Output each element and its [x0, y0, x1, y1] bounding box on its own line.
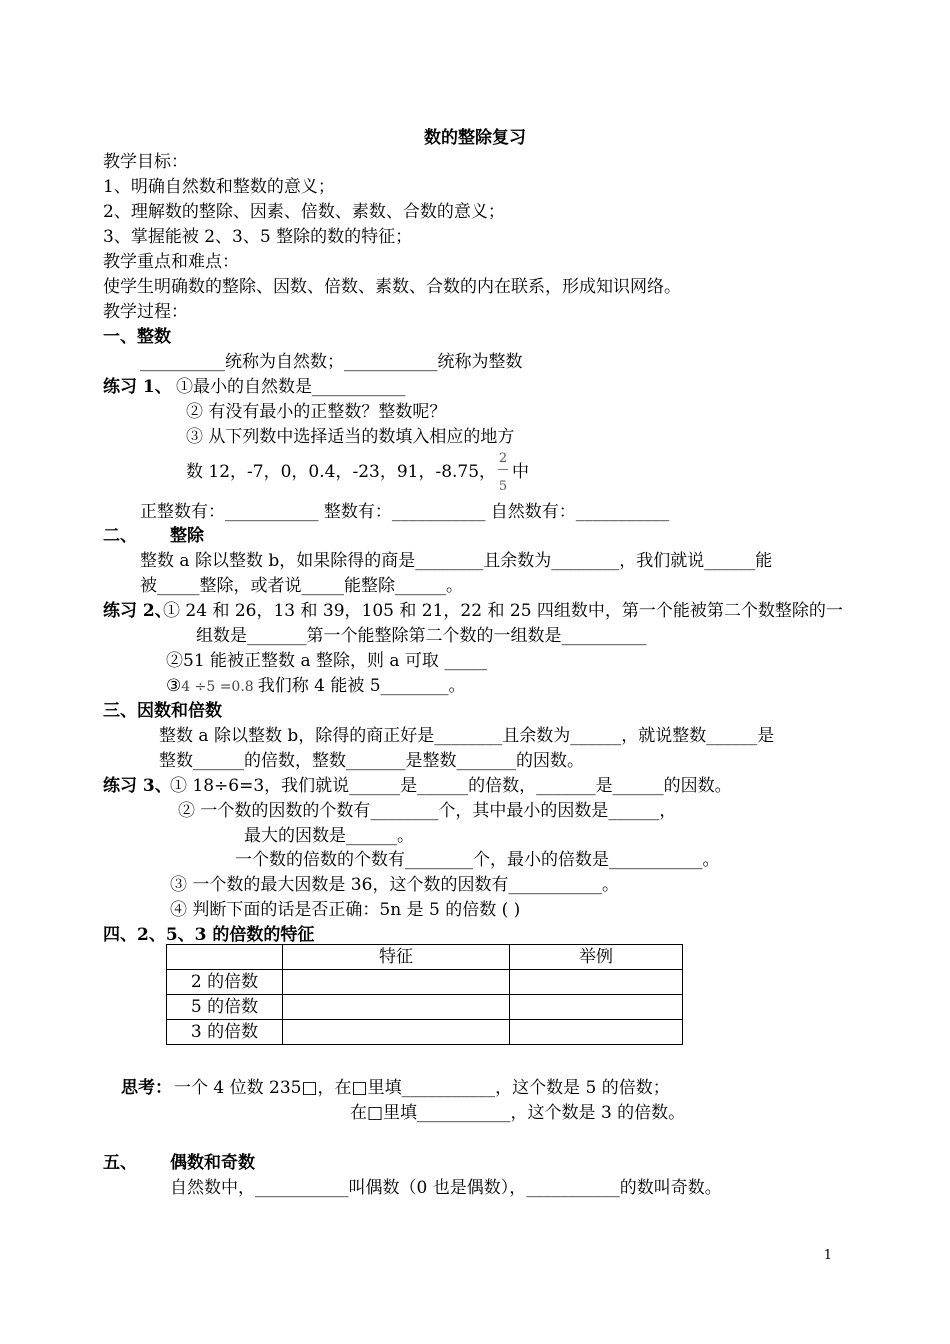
factor-definition-1: 整数 a 除以整数 b，除得的商正好是________且余数为______，就说整数______是 [159, 726, 775, 746]
exercise-3-item-2-cont: 最大的因数是______。 [244, 826, 414, 846]
exercise-3-item-2: ② 一个数的因数的个数有________个，其中最小的因数是______， [178, 801, 677, 821]
think-label: 思考： [121, 1078, 172, 1098]
key-points-text: 使学生明确数的整除、因数、倍数、素数、合数的内在联系，形成知识网络。 [103, 277, 681, 297]
number-list-suffix: 中 [512, 462, 529, 482]
table-cell [510, 970, 683, 995]
key-points-heading: 教学重点和难点： [103, 252, 239, 272]
section-3-heading: 三、因数和倍数 [103, 701, 222, 721]
table-header-cell [167, 945, 283, 970]
table-cell [510, 995, 683, 1020]
exercise-1-item-3: ③ 从下列数中选择适当的数填入相应的地方 [186, 427, 515, 447]
page-number: 1 [823, 1248, 832, 1263]
section-2-heading: 整除 [170, 526, 204, 546]
number-list: 数 12，-7，0，0.4，-23，91，-8.75， [186, 462, 497, 482]
section-1-definition: __________统称为自然数；___________统称为整数 [140, 352, 523, 372]
objectives-heading: 教学目标： [103, 152, 188, 172]
section-5-number: 五、 [103, 1153, 137, 1173]
exercise-1-item-2: ② 有没有最小的正整数？整数呢？ [186, 402, 447, 422]
table-cell [283, 1020, 510, 1045]
table-cell: 2 的倍数 [167, 970, 283, 995]
section-2-number: 二、 [103, 526, 137, 546]
section-1-heading: 一、整数 [103, 327, 171, 347]
objective-2: 2、理解数的整除、因素、倍数、素数、合数的意义； [103, 202, 505, 222]
section-5-heading: 偶数和奇数 [170, 1153, 255, 1173]
exercise-3-item-4: ④ 判断下面的话是否正确：5n 是 5 的倍数 ( ) [170, 900, 521, 920]
multiples-feature-table [166, 944, 683, 1045]
fraction-numerator: 2 [498, 451, 508, 466]
exercise-3-item-1: ① 18÷6=3，我们就说______是______的倍数，_______是______的因数。 [170, 776, 732, 796]
table-header-cell: 特征 [283, 945, 510, 970]
objective-3: 3、掌握能被 2、3、5 整除的数的特征； [103, 227, 413, 247]
factor-definition-2: 整数______的倍数，整数_______是整数_______的因数。 [159, 751, 584, 771]
exercise-3-label: 练习 3、 [103, 776, 172, 796]
table-header-cell: 举例 [510, 945, 683, 970]
exercise-2-item-2: ②51 能被正整数 a 整除，则 a 可取 _____ [166, 651, 487, 671]
table-cell [283, 995, 510, 1020]
exercise-3-item-3: ③ 一个数的最大因数是 36，这个数的因数有___________。 [170, 875, 619, 895]
table-row [167, 995, 683, 1020]
exercise-2-item-3 [166, 676, 466, 697]
exercise-2-item-1-cont: 组数是_______第一个能整除第二个数的一组数是__________ [196, 626, 647, 646]
math-expression: 4 ÷5 =0.8 [181, 679, 254, 695]
fraction-bar [498, 469, 508, 470]
exercise-2-item-3-marker: ③ [166, 676, 182, 696]
exercise-1-item-1: ①最小的自然数是___________ [176, 377, 406, 397]
number-categories: 正整数有：___________ 整数有：___________ 自然数有：___________ [140, 502, 670, 522]
section-4-heading: 四、2、5、3 的倍数的特征 [103, 925, 315, 945]
exercise-2-item-1: ① 24 和 26，13 和 39，105 和 21，22 和 25 四组数中，第一个能被第二个数整除的一 [163, 601, 843, 621]
exercise-2-label: 练习 2、 [103, 601, 172, 621]
fraction-denominator: 5 [498, 479, 508, 494]
think-question-2: 在□里填___________，这个数是 3 的倍数。 [350, 1103, 686, 1123]
page-title: 数的整除复习 [424, 128, 526, 148]
divisibility-definition-2: 被_____整除，或者说_____能整除______。 [140, 576, 463, 596]
divisibility-definition-1: 整数 a 除以整数 b，如果除得的商是________且余数为________，我们就说______能 [140, 551, 773, 571]
process-heading: 教学过程： [103, 302, 188, 322]
exercise-2-item-3-text: 我们称 4 能被 5________。 [257, 676, 466, 696]
table-cell: 5 的倍数 [167, 995, 283, 1020]
exercise-1-label: 练习 1、 [103, 377, 172, 397]
table-row [167, 970, 683, 995]
table-header-row [167, 945, 683, 970]
table-cell [283, 970, 510, 995]
exercise-3-item-2-multiples: 一个数的倍数的个数有________个，最小的倍数是___________。 [235, 850, 720, 870]
even-odd-definition: 自然数中，___________叫偶数（0 也是偶数），___________的数叫奇数。 [170, 1178, 722, 1198]
table-row [167, 1020, 683, 1045]
think-question-1: 一个 4 位数 235□，在□里填___________，这个数是 5 的倍数； [174, 1078, 670, 1098]
objective-1: 1、明确自然数和整数的意义； [103, 177, 335, 197]
table-cell [510, 1020, 683, 1045]
table-cell: 3 的倍数 [167, 1020, 283, 1045]
